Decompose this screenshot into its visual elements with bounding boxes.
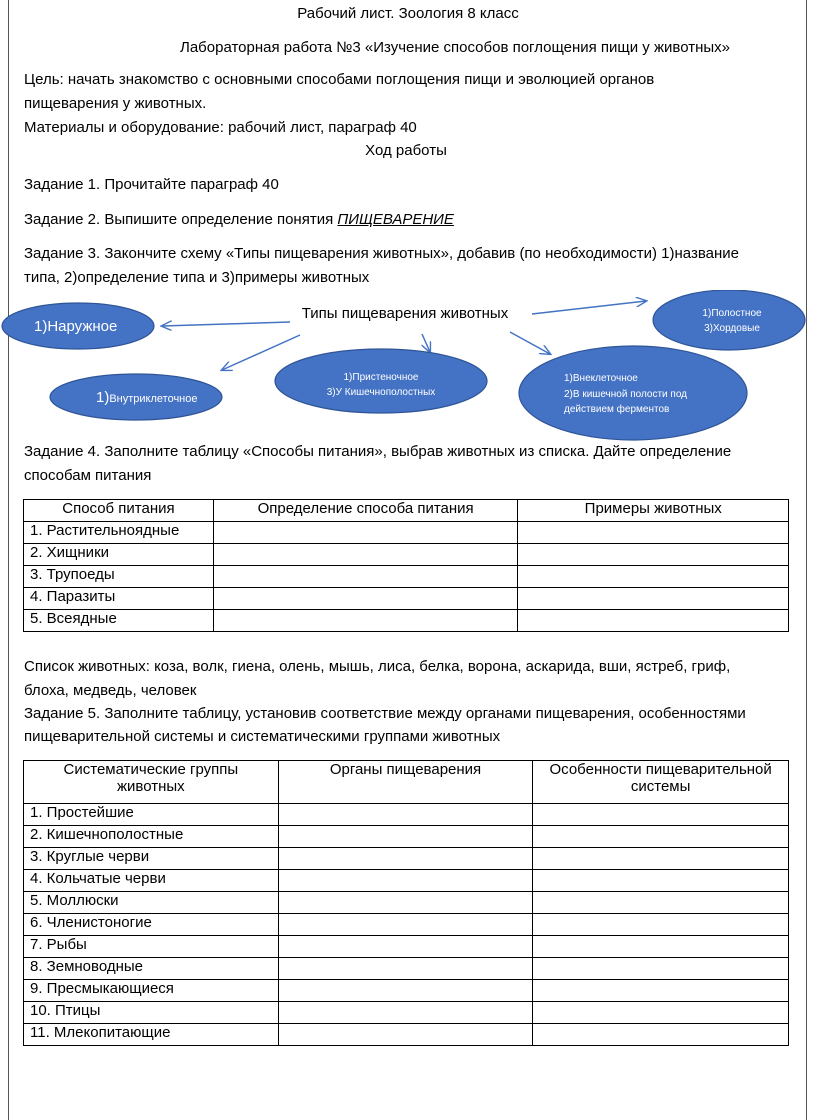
node-cavity-line1: 1)Полостное	[702, 308, 762, 319]
node-intracellular-text: Внутриклеточное	[109, 393, 198, 405]
table-row	[24, 936, 789, 958]
task1	[24, 174, 279, 196]
row-label: 8. Земноводные	[24, 958, 279, 980]
col-header-features-line2: системы	[630, 778, 691, 795]
features-cell[interactable]	[533, 958, 789, 980]
definition-cell[interactable]	[213, 566, 518, 588]
task5-line1	[24, 703, 746, 725]
organs-cell[interactable]	[278, 804, 533, 826]
row-label: 3. Круглые черви	[24, 848, 279, 870]
arrow-to-extracellular	[510, 332, 550, 354]
animals-line1	[24, 656, 730, 678]
task5-label: Задание 5.	[24, 705, 101, 722]
examples-cell[interactable]	[518, 522, 789, 544]
table-row	[24, 848, 789, 870]
row-label: 10. Птицы	[24, 1002, 279, 1024]
node-extracellular-line1: 1)Внеклеточное	[564, 373, 638, 384]
row-label: 9. Пресмыкающиеся	[24, 980, 279, 1002]
task3-text: Закончите схему «Типы пищеварения животных», добавив (по необходимости) 1)название	[100, 245, 739, 262]
task2-label: Задание 2.	[24, 211, 101, 228]
definition-cell[interactable]	[213, 588, 518, 610]
feeding-methods-table	[23, 499, 789, 632]
examples-cell[interactable]	[518, 588, 789, 610]
definition-cell[interactable]	[213, 544, 518, 566]
scheme-center-label: Типы пищеварения животных	[301, 305, 509, 322]
row-label: 5. Моллюски	[24, 892, 279, 914]
row-label: 3. Трупоеды	[24, 566, 214, 588]
features-cell[interactable]	[533, 1002, 789, 1024]
row-label: 4. Паразиты	[24, 588, 214, 610]
organs-cell[interactable]	[278, 870, 533, 892]
materials-line	[24, 117, 417, 139]
arrow-to-parietal	[422, 334, 430, 352]
node-parietal-line1: 1)Пристеночное	[343, 372, 419, 383]
task3-line1	[24, 243, 739, 265]
node-external-label: 1)Наружное	[34, 318, 118, 335]
row-label: 1. Простейшие	[24, 804, 279, 826]
table-header-row	[24, 761, 789, 804]
definition-cell[interactable]	[213, 610, 518, 632]
examples-cell[interactable]	[518, 544, 789, 566]
page-title: Рабочий лист. Зоология 8 класс	[297, 5, 519, 22]
table-row	[24, 914, 789, 936]
organs-cell[interactable]	[278, 892, 533, 914]
task1-label: Задание 1.	[24, 176, 101, 193]
node-parietal	[275, 349, 487, 413]
col-header-definition: Определение способа питания	[213, 500, 518, 522]
features-cell[interactable]	[533, 804, 789, 826]
features-cell[interactable]	[533, 826, 789, 848]
col-header-examples: Примеры животных	[518, 500, 789, 522]
materials-text: рабочий лист, параграф 40	[223, 119, 417, 136]
materials-label: Материалы и оборудование:	[24, 119, 224, 136]
row-label: 6. Членистоногие	[24, 914, 279, 936]
examples-cell[interactable]	[518, 610, 789, 632]
organs-cell[interactable]	[278, 936, 533, 958]
node-extracellular-line2: 2)В кишечной полости под	[564, 389, 688, 400]
features-cell[interactable]	[533, 892, 789, 914]
organs-cell[interactable]	[278, 848, 533, 870]
features-cell[interactable]	[533, 914, 789, 936]
node-parietal-line2: 3)У Кишечнополостных	[326, 387, 436, 398]
row-label: 11. Млекопитающие	[24, 1024, 279, 1046]
task4-line2: способам питания	[24, 467, 152, 484]
task1-text: Прочитайте параграф 40	[100, 176, 279, 193]
table-row	[24, 544, 789, 566]
organs-cell[interactable]	[278, 958, 533, 980]
table-row	[24, 958, 789, 980]
task2-term: ПИЩЕВАРЕНИЕ	[337, 211, 454, 228]
table-row	[24, 826, 789, 848]
col-header-method: Способ питания	[24, 500, 214, 522]
goal-line1	[24, 69, 654, 91]
animals-label: Список животных:	[24, 658, 150, 675]
task2	[24, 209, 454, 231]
goal-text: начать знакомство с основными способами поглощения пищи и эволюцией органов	[63, 71, 655, 88]
features-cell[interactable]	[533, 870, 789, 892]
table-row	[24, 870, 789, 892]
row-label: 5. Всеядные	[24, 610, 214, 632]
task5-text: Заполните таблицу, установив соответствие между органами пищеварения, особенностями	[100, 705, 746, 722]
features-cell[interactable]	[533, 936, 789, 958]
examples-cell[interactable]	[518, 566, 789, 588]
table-row	[24, 522, 789, 544]
table-row	[24, 980, 789, 1002]
procedure-title: Ход работы	[365, 142, 447, 159]
table-row	[24, 566, 789, 588]
node-cavity-line2: 3)Хордовые	[704, 323, 760, 334]
col-header-groups	[24, 761, 279, 804]
table-row	[24, 892, 789, 914]
animals-text: коза, волк, гиена, олень, мышь, лиса, белка, ворона, аскарида, вши, ястреб, гриф,	[149, 658, 731, 675]
col-header-features	[533, 761, 789, 804]
organs-cell[interactable]	[278, 1024, 533, 1046]
goal-line2: пищеварения у животных.	[24, 95, 207, 112]
features-cell[interactable]	[533, 848, 789, 870]
task5-line2: пищеварительной системы и систематическими группами животных	[24, 728, 501, 745]
table-row	[24, 610, 789, 632]
task4-label: Задание 4.	[24, 443, 101, 460]
organs-cell[interactable]	[278, 1002, 533, 1024]
node-extracellular	[519, 346, 747, 440]
node-intracellular	[50, 374, 222, 420]
organs-cell[interactable]	[278, 914, 533, 936]
task3-label: Задание 3.	[24, 245, 101, 262]
arrow-to-external	[162, 322, 290, 326]
definition-cell[interactable]	[213, 522, 518, 544]
col-header-features-line1: Особенности пищеварительной	[549, 761, 772, 778]
task4-line1	[24, 441, 731, 463]
node-intracellular-num: 1)	[96, 389, 110, 406]
node-extracellular-line3: действием ферментов	[564, 404, 670, 415]
animals-line2: блоха, медведь, человек	[24, 682, 197, 699]
organs-cell[interactable]	[278, 980, 533, 1002]
table-row	[24, 588, 789, 610]
task4-text: Заполните таблицу «Способы питания», выбрав животных из списка. Дайте определение	[100, 443, 732, 460]
row-label: 2. Кишечнополостные	[24, 826, 279, 848]
features-cell[interactable]	[533, 980, 789, 1002]
task2-text: Выпишите определение понятия	[100, 211, 338, 228]
table-row	[24, 1024, 789, 1046]
features-cell[interactable]	[533, 1024, 789, 1046]
row-label: 4. Кольчатые черви	[24, 870, 279, 892]
page-border-right	[806, 0, 807, 1120]
node-cavity	[653, 290, 805, 350]
table-header-row	[24, 500, 789, 522]
task3-line2: типа, 2)определение типа и 3)примеры животных	[24, 269, 370, 286]
table-row	[24, 1002, 789, 1024]
row-label: 7. Рыбы	[24, 936, 279, 958]
digestion-types-scheme	[0, 290, 816, 450]
organs-cell[interactable]	[278, 826, 533, 848]
row-label: 2. Хищники	[24, 544, 214, 566]
col-header-groups-line1: Систематические группы	[63, 761, 239, 778]
arrow-to-cavity	[532, 301, 646, 314]
row-label: 1. Растительноядные	[24, 522, 214, 544]
systematic-groups-table	[23, 760, 789, 1046]
col-header-organs: Органы пищеварения	[278, 761, 533, 804]
table-row	[24, 804, 789, 826]
goal-label: Цель:	[24, 71, 64, 88]
page-subtitle: Лабораторная работа №3 «Изучение способов поглощения пищи у животных»	[180, 39, 730, 56]
col-header-groups-line2: животных	[117, 778, 185, 795]
node-external	[2, 303, 154, 349]
page-border-left	[8, 0, 9, 1120]
